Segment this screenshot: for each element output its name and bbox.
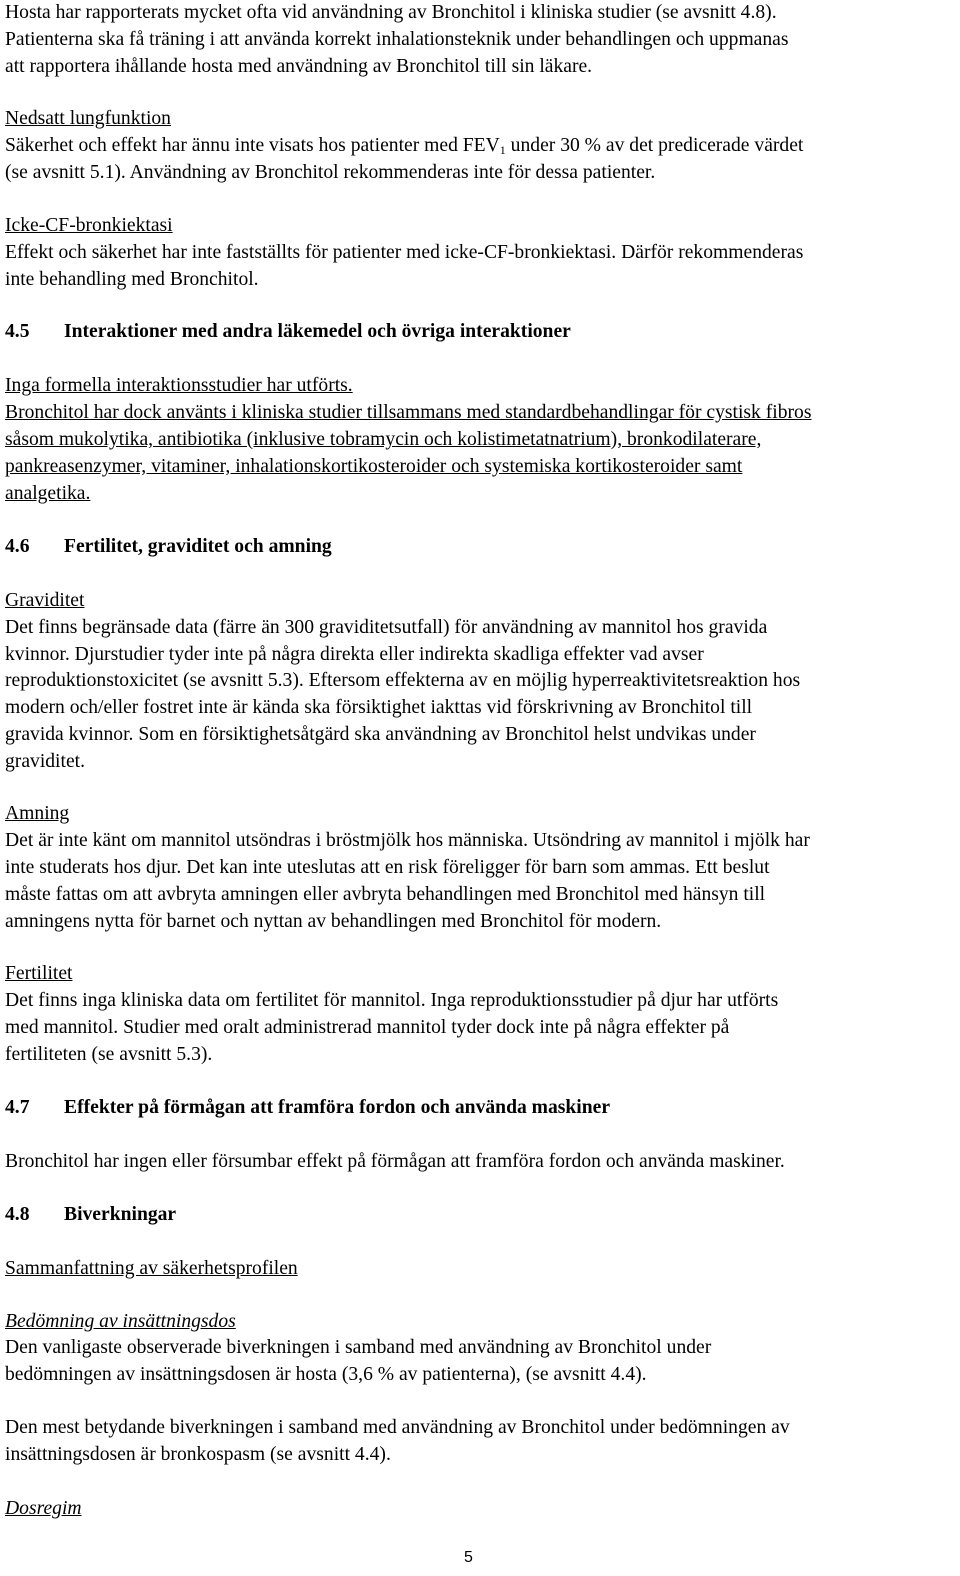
nocf-line-2: inte behandling med Bronchitol.	[5, 269, 259, 290]
pregnancy-line-5: gravida kvinnor. Som en försiktighetsåtgärd ska användning av Bronchitol helst undvikas under	[5, 724, 756, 745]
lactation-line-2: inte studerats hos djur. Det kan inte uteslutas att en risk föreligger för barn som ammas. Ett beslut	[5, 857, 770, 878]
fertility-line-3: fertiliteten (se avsnitt 5.3).	[5, 1044, 213, 1065]
s45-line-2: Bronchitol har dock använts i kliniska studier tillsammans med standardbehandlingar för cystisk fibros	[5, 402, 812, 423]
lactation-heading: Amning	[5, 803, 70, 824]
nocf-line-1: Effekt och säkerhet har inte fastställts för patienter med icke-CF-bronkiektasi. Därför rekommenderas	[5, 242, 804, 263]
intro-line-1: Hosta har rapporterats mycket ofta vid användning av Bronchitol i kliniska studier (se avsnitt 4.8).	[5, 2, 777, 23]
lung-line-1-post: under 30 % av det predicerade värdet	[505, 135, 804, 156]
lactation-line-1: Det är inte känt om mannitol utsöndras i bröstmjölk hos människa. Utsöndring av mannitol i mjölk har	[5, 830, 810, 851]
s45-line-1: Inga formella interaktionsstudier har utförts.	[5, 375, 353, 396]
section-4-5-heading	[5, 320, 571, 344]
s45-line-5: analgetika.	[5, 483, 91, 504]
section-4-5-title: Interaktioner med andra läkemedel och övriga interaktioner	[64, 321, 571, 342]
fertility-line-1: Det finns inga kliniska data om fertilitet för mannitol. Inga reproduktionsstudier på djur har utförts	[5, 990, 779, 1011]
dose-line-2: bedömningen av insättningsdosen är hosta (3,6 % av patienterna), (se avsnitt 4.4).	[5, 1364, 647, 1385]
lung-line-2: (se avsnitt 5.1). Användning av Bronchitol rekommenderas inte för dessa patienter.	[5, 162, 656, 183]
dose-line-1: Den vanligaste observerade biverkningen i samband med användning av Bronchitol under	[5, 1337, 712, 1358]
pregnancy-line-4: modern och/eller fostret inte är kända ska försiktighet iakttas vid förskrivning av Bronchitol till	[5, 697, 753, 718]
section-4-7-number: 4.7	[5, 1097, 30, 1118]
fertility-heading: Fertilitet	[5, 963, 73, 984]
section-4-8-number: 4.8	[5, 1204, 30, 1225]
page-number: 5	[464, 1549, 473, 1566]
s45-line-3: såsom mukolytika, antibiotika (inklusive tobramycin och kolistimetatnatrium), bronkodilaterare,	[5, 429, 762, 450]
section-4-5-number: 4.5	[5, 321, 30, 342]
nocf-heading: Icke-CF-bronkiektasi	[5, 215, 173, 236]
lung-line-1-pre: Säkerhet och effekt har ännu inte visats hos patienter med FEV	[5, 135, 500, 156]
safety-summary-heading: Sammanfattning av säkerhetsprofilen	[5, 1258, 298, 1279]
section-4-6-number: 4.6	[5, 536, 30, 557]
pregnancy-line-6: graviditet.	[5, 751, 85, 772]
section-4-7-title: Effekter på förmågan att framföra fordon och använda maskiner	[64, 1097, 611, 1118]
pregnancy-line-3: reproduktionstoxicitet (se avsnitt 5.3). Eftersom effekterna av en möjlig hyperreaktivitetsreaktion hos	[5, 670, 801, 691]
s45-line-4: pankreasenzymer, vitaminer, inhalationskortikosteroider och systemiska kortikosteroider samt	[5, 456, 743, 477]
section-4-6-heading	[5, 535, 332, 559]
fertility-line-2: med mannitol. Studier med oralt administrerad mannitol tyder dock inte på några effekter på	[5, 1017, 730, 1038]
section-4-7-heading	[5, 1096, 610, 1120]
pregnancy-line-1: Det finns begränsade data (färre än 300 graviditetsutfall) för användning av mannitol hos gravida	[5, 617, 768, 638]
fev-subscript: 1	[499, 143, 506, 157]
s47-text: Bronchitol har ingen eller försumbar effekt på förmågan att framföra fordon och använda maskiner.	[5, 1151, 785, 1172]
pregnancy-heading: Graviditet	[5, 590, 85, 611]
lung-heading: Nedsatt lungfunktion	[5, 108, 171, 129]
section-4-8-title: Biverkningar	[64, 1204, 177, 1225]
lactation-line-4: amningens nytta för barnet och nyttan av behandlingen med Bronchitol för modern.	[5, 911, 662, 932]
lung-line-1	[5, 134, 803, 158]
intro-line-3: att rapportera ihållande hosta med användning av Bronchitol till sin läkare.	[5, 56, 593, 77]
dose-assessment-heading: Bedömning av insättningsdos	[5, 1311, 236, 1332]
dose-regimen-heading: Dosregim	[5, 1498, 82, 1519]
section-4-6-title: Fertilitet, graviditet och amning	[64, 536, 332, 557]
lactation-line-3: måste fattas om att avbryta amningen eller avbryta behandlingen med Bronchitol med hänsyn till	[5, 884, 766, 905]
section-4-8-heading	[5, 1203, 176, 1227]
intro-line-2: Patienterna ska få träning i att använda korrekt inhalationsteknik under behandlingen och uppmanas	[5, 29, 789, 50]
dose-line-4: insättningsdosen är bronkospasm (se avsnitt 4.4).	[5, 1444, 391, 1465]
pregnancy-line-2: kvinnor. Djurstudier tyder inte på några direkta eller indirekta skadliga effekter vad avser	[5, 644, 704, 665]
dose-line-3: Den mest betydande biverkningen i samband med användning av Bronchitol under bedömningen av	[5, 1417, 790, 1438]
